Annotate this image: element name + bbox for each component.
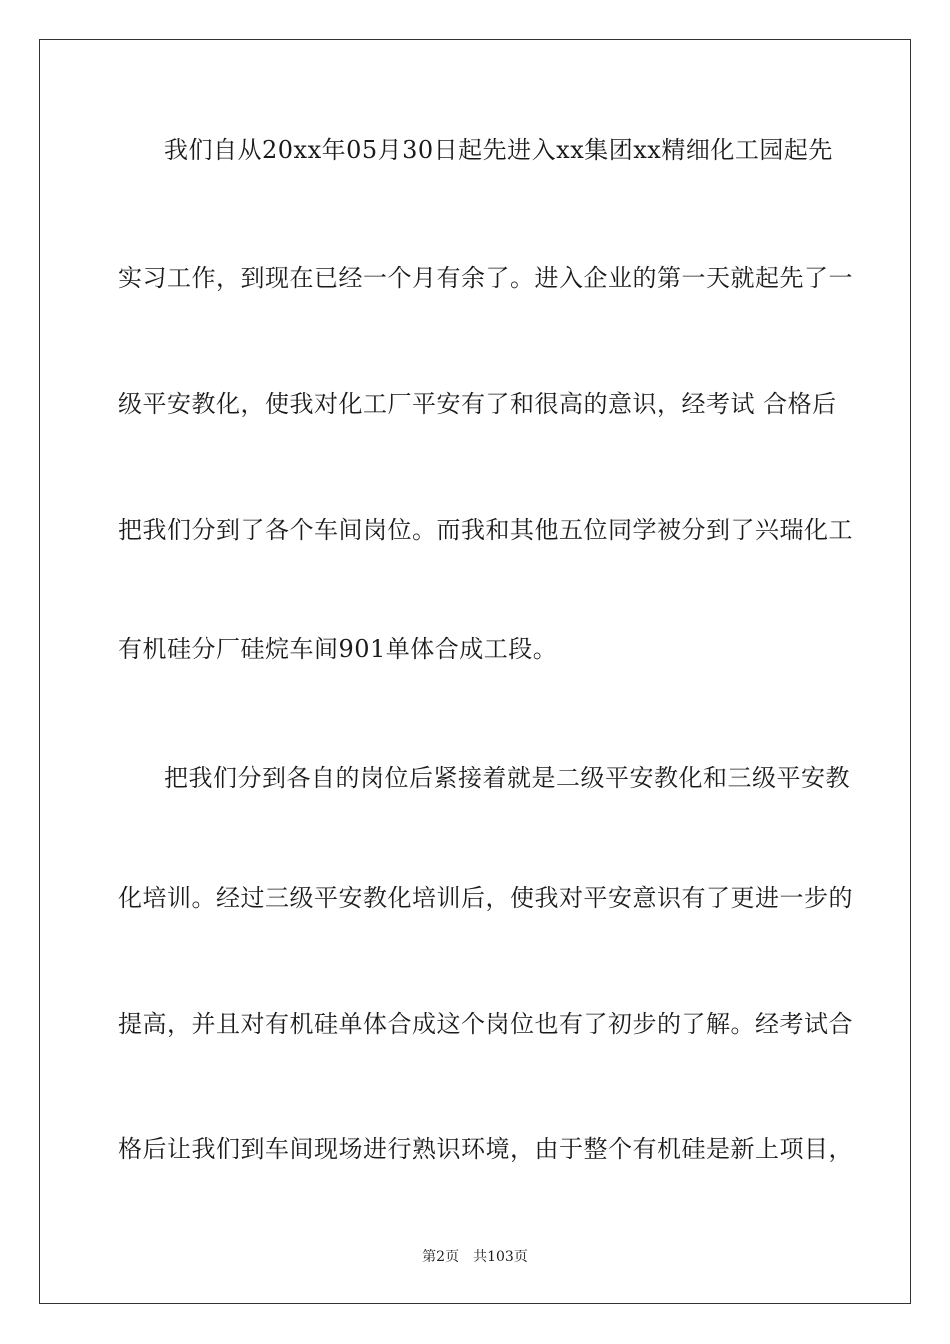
- paragraph-1-line-1: 我们自从20xx年05月30日起先进入xx集团xx精细化工园起先: [164, 136, 833, 164]
- paragraph-2-line-3: 提高，并且对有机硅单体合成这个岗位也有了初步的了解。经考试合: [118, 1010, 853, 1038]
- paragraph-2-line-4: 格后让我们到车间现场进行熟识环境，由于整个有机硅是新上项目，: [118, 1135, 853, 1163]
- page-frame: [39, 39, 911, 1304]
- paragraph-1-line-5: 有机硅分厂硅烷车间901单体合成工段。: [118, 635, 558, 663]
- page-number: 第2页: [422, 1249, 460, 1265]
- paragraph-2-line-2: 化培训。经过三级平安教化培训后，使我对平安意识有了更进一步的: [118, 884, 853, 912]
- page-footer: [0, 1248, 950, 1266]
- page-total: 共103页: [473, 1249, 528, 1265]
- paragraph-1-line-2: 实习工作，到现在已经一个月有余了。进入企业的第一天就起先了一: [118, 264, 853, 292]
- paragraph-2-line-1: 把我们分到各自的岗位后紧接着就是二级平安教化和三级平安教: [164, 764, 850, 792]
- paragraph-1-line-4: 把我们分到了各个车间岗位。而我和其他五位同学被分到了兴瑞化工: [118, 516, 853, 544]
- paragraph-1-line-3: 级平安教化，使我对化工厂平安有了和很高的意识，经考试 合格后: [118, 390, 837, 418]
